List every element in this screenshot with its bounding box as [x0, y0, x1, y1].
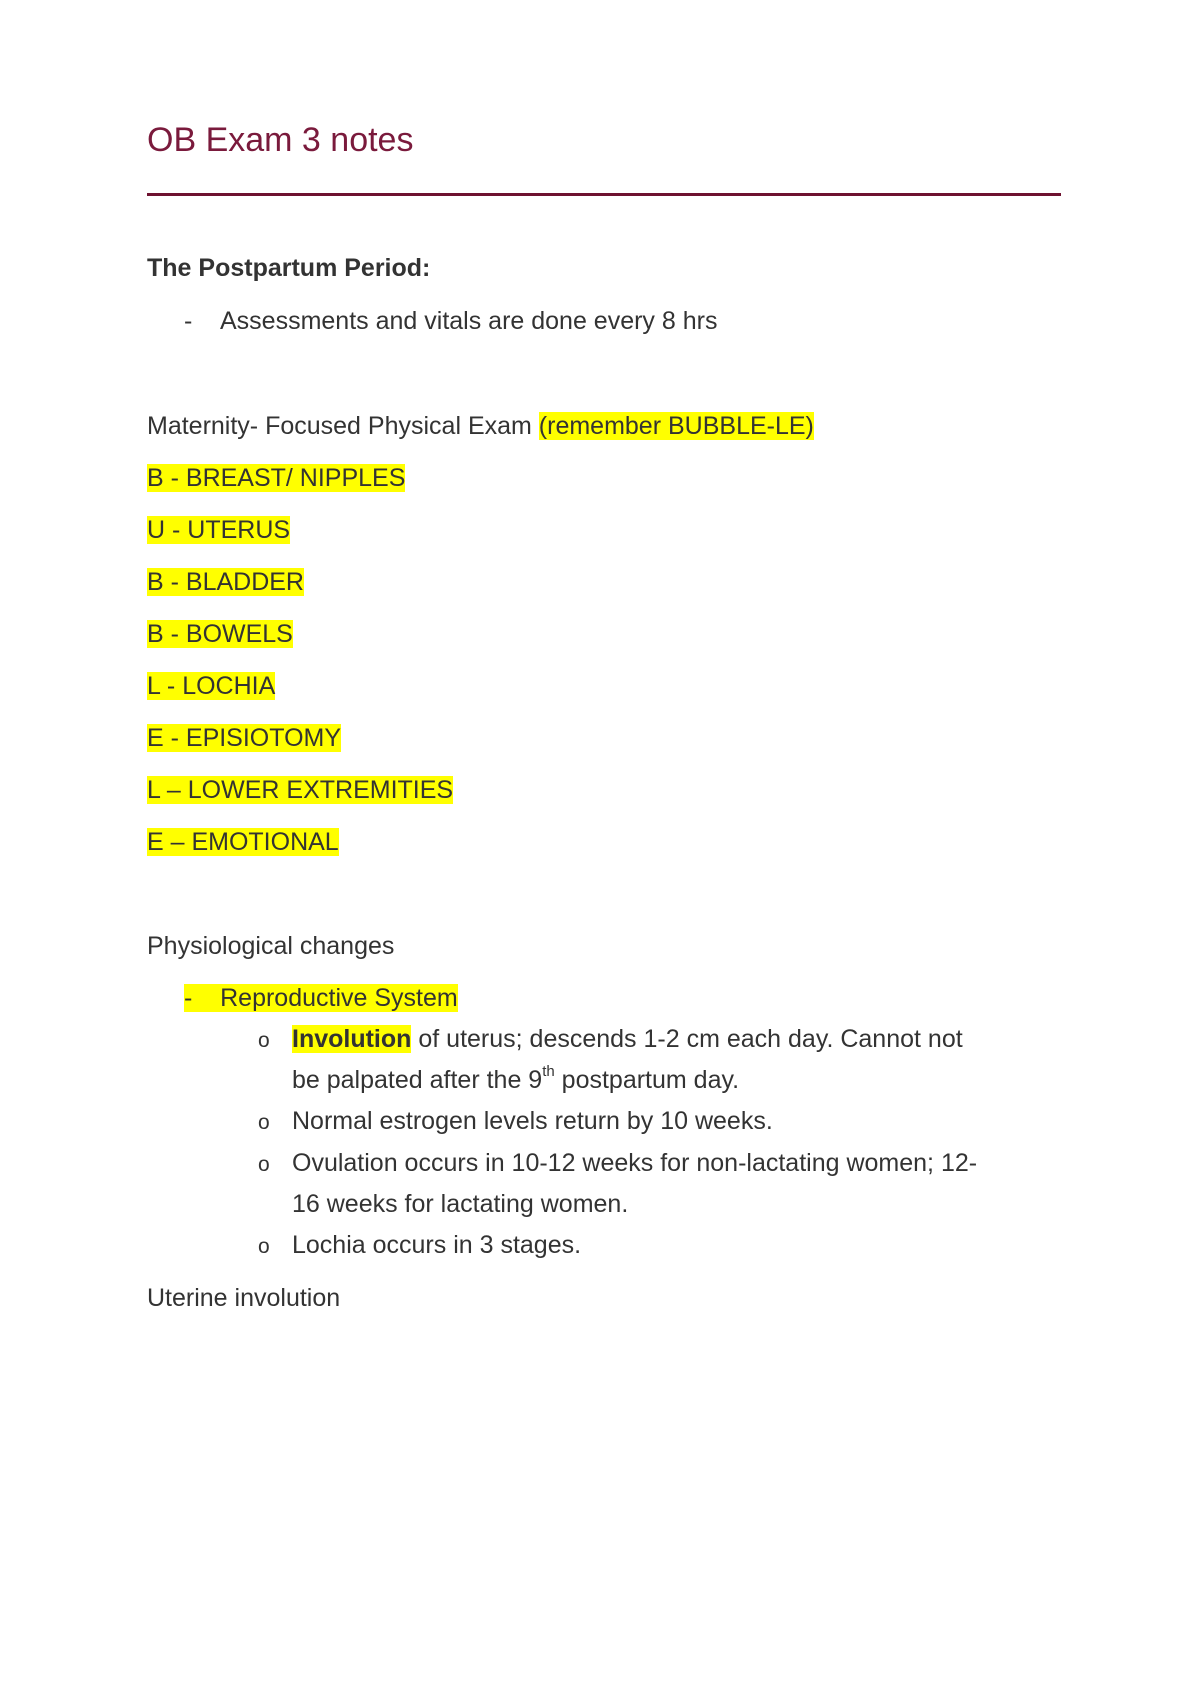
mnemonic-item: B - BREAST/ NIPPLES: [147, 464, 406, 492]
mnemonic-item: L - LOCHIA: [147, 672, 276, 700]
lochia-line: Lochia occurs in 3 stages.: [292, 1231, 582, 1259]
document-title: OB Exam 3 notes: [147, 121, 414, 159]
bullet-dash: -: [184, 984, 193, 1012]
ovulation-line-2: 16 weeks for lactating women.: [292, 1190, 629, 1218]
maternity-intro: Maternity- Focused Physical Exam: [147, 412, 539, 440]
title-divider: [147, 193, 1061, 196]
involution-line-2: be palpated after the 9th postpartum day.: [292, 1062, 740, 1094]
sub-bullet-marker: o: [258, 1111, 270, 1134]
uterine-involution-heading: Uterine involution: [147, 1284, 341, 1312]
sub-bullet-marker: o: [258, 1235, 270, 1258]
ovulation-line: Ovulation occurs in 10-12 weeks for non-lactating women; 12-: [292, 1149, 978, 1177]
mnemonic-item: E – EMOTIONAL: [147, 828, 339, 856]
mnemonic-item: E - EPISIOTOMY: [147, 724, 342, 752]
mnemonic-item: B - BLADDER: [147, 568, 304, 596]
involution-line: Involution of uterus; descends 1-2 cm each day. Cannot not: [292, 1025, 963, 1053]
estrogen-line: Normal estrogen levels return by 10 weeks.: [292, 1107, 773, 1135]
mnemonic-highlight: (remember BUBBLE-LE): [538, 412, 814, 440]
sub-bullet-marker: o: [258, 1153, 270, 1176]
reproductive-system-label: Reproductive System: [220, 984, 458, 1012]
sub-bullet-marker: o: [258, 1029, 270, 1052]
postpartum-bullet: Assessments and vitals are done every 8 hrs: [220, 307, 718, 335]
bullet-dash: -: [184, 307, 193, 335]
involution-term: Involution: [292, 1025, 412, 1053]
mnemonic-item: L – LOWER EXTREMITIES: [147, 776, 454, 804]
reproductive-bullet: [184, 982, 458, 1015]
postpartum-heading: The Postpartum Period:: [147, 254, 431, 282]
mnemonic-item: U - UTERUS: [147, 516, 291, 544]
maternity-exam-line: [147, 410, 814, 443]
mnemonic-item: B - BOWELS: [147, 620, 293, 648]
physiological-heading: Physiological changes: [147, 932, 395, 960]
